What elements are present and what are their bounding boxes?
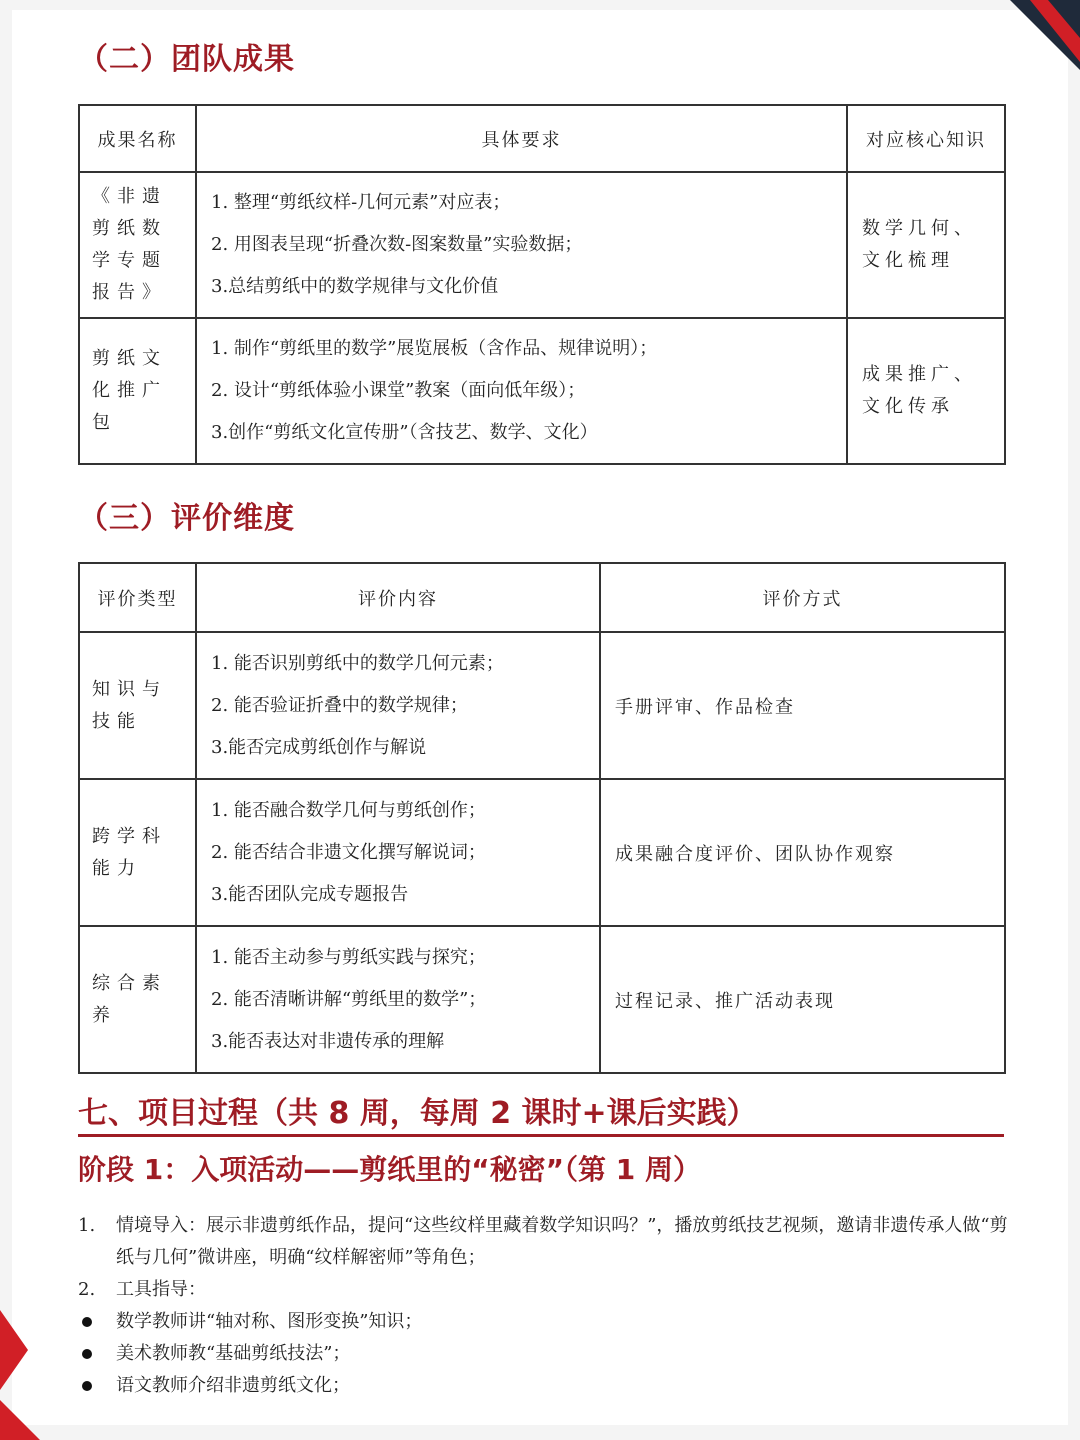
bullet-text: 美术教师教“基础剪纸技法”； [116,1343,351,1364]
eval-content-item: 3.能否表达对非遗传承的理解 [211,1030,445,1052]
header-eval-method: 评价方式 [600,563,1005,632]
list-item [78,1338,1008,1370]
corner-decoration-top-right [1000,0,1080,90]
section-title-team-results: （二）团队成果 [78,42,295,77]
requirement-item: 2. 设计“剪纸体验小课堂”教案（面向低年级）； [211,380,586,401]
requirements-cell [196,172,847,318]
heading-divider [78,1134,1004,1137]
list-item [78,1210,1008,1274]
requirement-item: 3.创作“剪纸文化宣传册”（含技艺、数学、文化） [211,422,598,443]
eval-method-cell: 过程记录、推广活动表现 [600,926,1005,1073]
eval-content-cell [196,632,600,779]
table-row [79,172,1005,318]
bullet-icon [82,1317,92,1327]
knowledge-cell: 数学几何、文化梳理 [847,172,1005,318]
section-title-evaluation: （三）评价维度 [78,501,295,536]
eval-type-cell: 综合素养 [79,926,196,1073]
item-number: 1. [78,1215,96,1236]
header-result-name: 成果名称 [79,105,196,172]
bullet-text: 语文教师介绍非遗剪纸文化； [116,1375,350,1396]
eval-method-cell: 成果融合度评价、团队协作观察 [600,779,1005,926]
item-number: 2. [78,1279,96,1300]
item-text: 情境导入：展示非遗剪纸作品，提问“这些纹样里藏着数学知识吗？”，播放剪纸技艺视频，邀请非遗传承人做“剪纸与几何”微讲座，明确“纹样解密师”等角色； [116,1215,1008,1268]
section-title-project-process [78,1088,757,1132]
requirement-item: 2. 用图表呈现“折叠次数-图案数量”实验数据； [211,234,583,255]
stage1-content [78,1210,1008,1402]
team-results-table [78,104,1006,465]
result-name-cell: 《非遗剪纸数学专题报告》 [79,172,196,318]
eval-type-cell: 知识与技能 [79,632,196,779]
corner-decoration-bottom-left [0,1290,60,1440]
project-process-heading: 七、项目过程（共 8 周，每周 2 课时+课后实践） [78,1096,757,1131]
eval-content-cell [196,779,600,926]
requirement-item: 3.总结剪纸中的数学规律与文化价值 [211,276,499,297]
eval-method-cell: 手册评审、作品检查 [600,632,1005,779]
evaluation-table [78,562,1006,1074]
table-row [79,779,1005,926]
eval-content-item: 3.能否团队完成专题报告 [211,883,409,905]
table-row [79,632,1005,779]
bullet-icon [82,1381,92,1391]
requirement-item: 1. 制作“剪纸里的数学”展览展板（含作品、规律说明）； [211,338,658,359]
table-row [79,318,1005,464]
result-name-cell: 剪纸文化推广包 [79,318,196,464]
table-row [79,926,1005,1073]
stage1-title: 阶段 1：入项活动——剪纸里的“秘密”（第 1 周） [78,1153,702,1186]
requirement-item: 1. 整理“剪纸纹样-几何元素”对应表； [211,192,511,213]
list-item [78,1274,1008,1306]
eval-content-item: 1. 能否融合数学几何与剪纸创作； [211,799,486,821]
header-core-knowledge: 对应核心知识 [847,105,1005,172]
item-text: 工具指导： [116,1279,206,1300]
eval-content-item: 1. 能否主动参与剪纸实践与探究； [211,946,486,968]
eval-content-cell [196,926,600,1073]
header-eval-type: 评价类型 [79,563,196,632]
bullet-text: 数学教师讲“轴对称、图形变换”知识； [116,1311,423,1332]
bullet-icon [82,1349,92,1359]
eval-type-cell: 跨学科能力 [79,779,196,926]
requirements-cell [196,318,847,464]
list-item [78,1306,1008,1338]
knowledge-cell: 成果推广、文化传承 [847,318,1005,464]
eval-content-item: 1. 能否识别剪纸中的数学几何元素； [211,652,504,674]
header-requirements: 具体要求 [196,105,847,172]
eval-content-item: 2. 能否验证折叠中的数学规律； [211,694,468,716]
eval-content-item: 3.能否完成剪纸创作与解说 [211,736,427,758]
list-item [78,1370,1008,1402]
eval-content-item: 2. 能否结合非遗文化撰写解说词； [211,841,486,863]
header-eval-content: 评价内容 [196,563,600,632]
eval-content-item: 2. 能否清晰讲解“剪纸里的数学”； [211,988,487,1010]
